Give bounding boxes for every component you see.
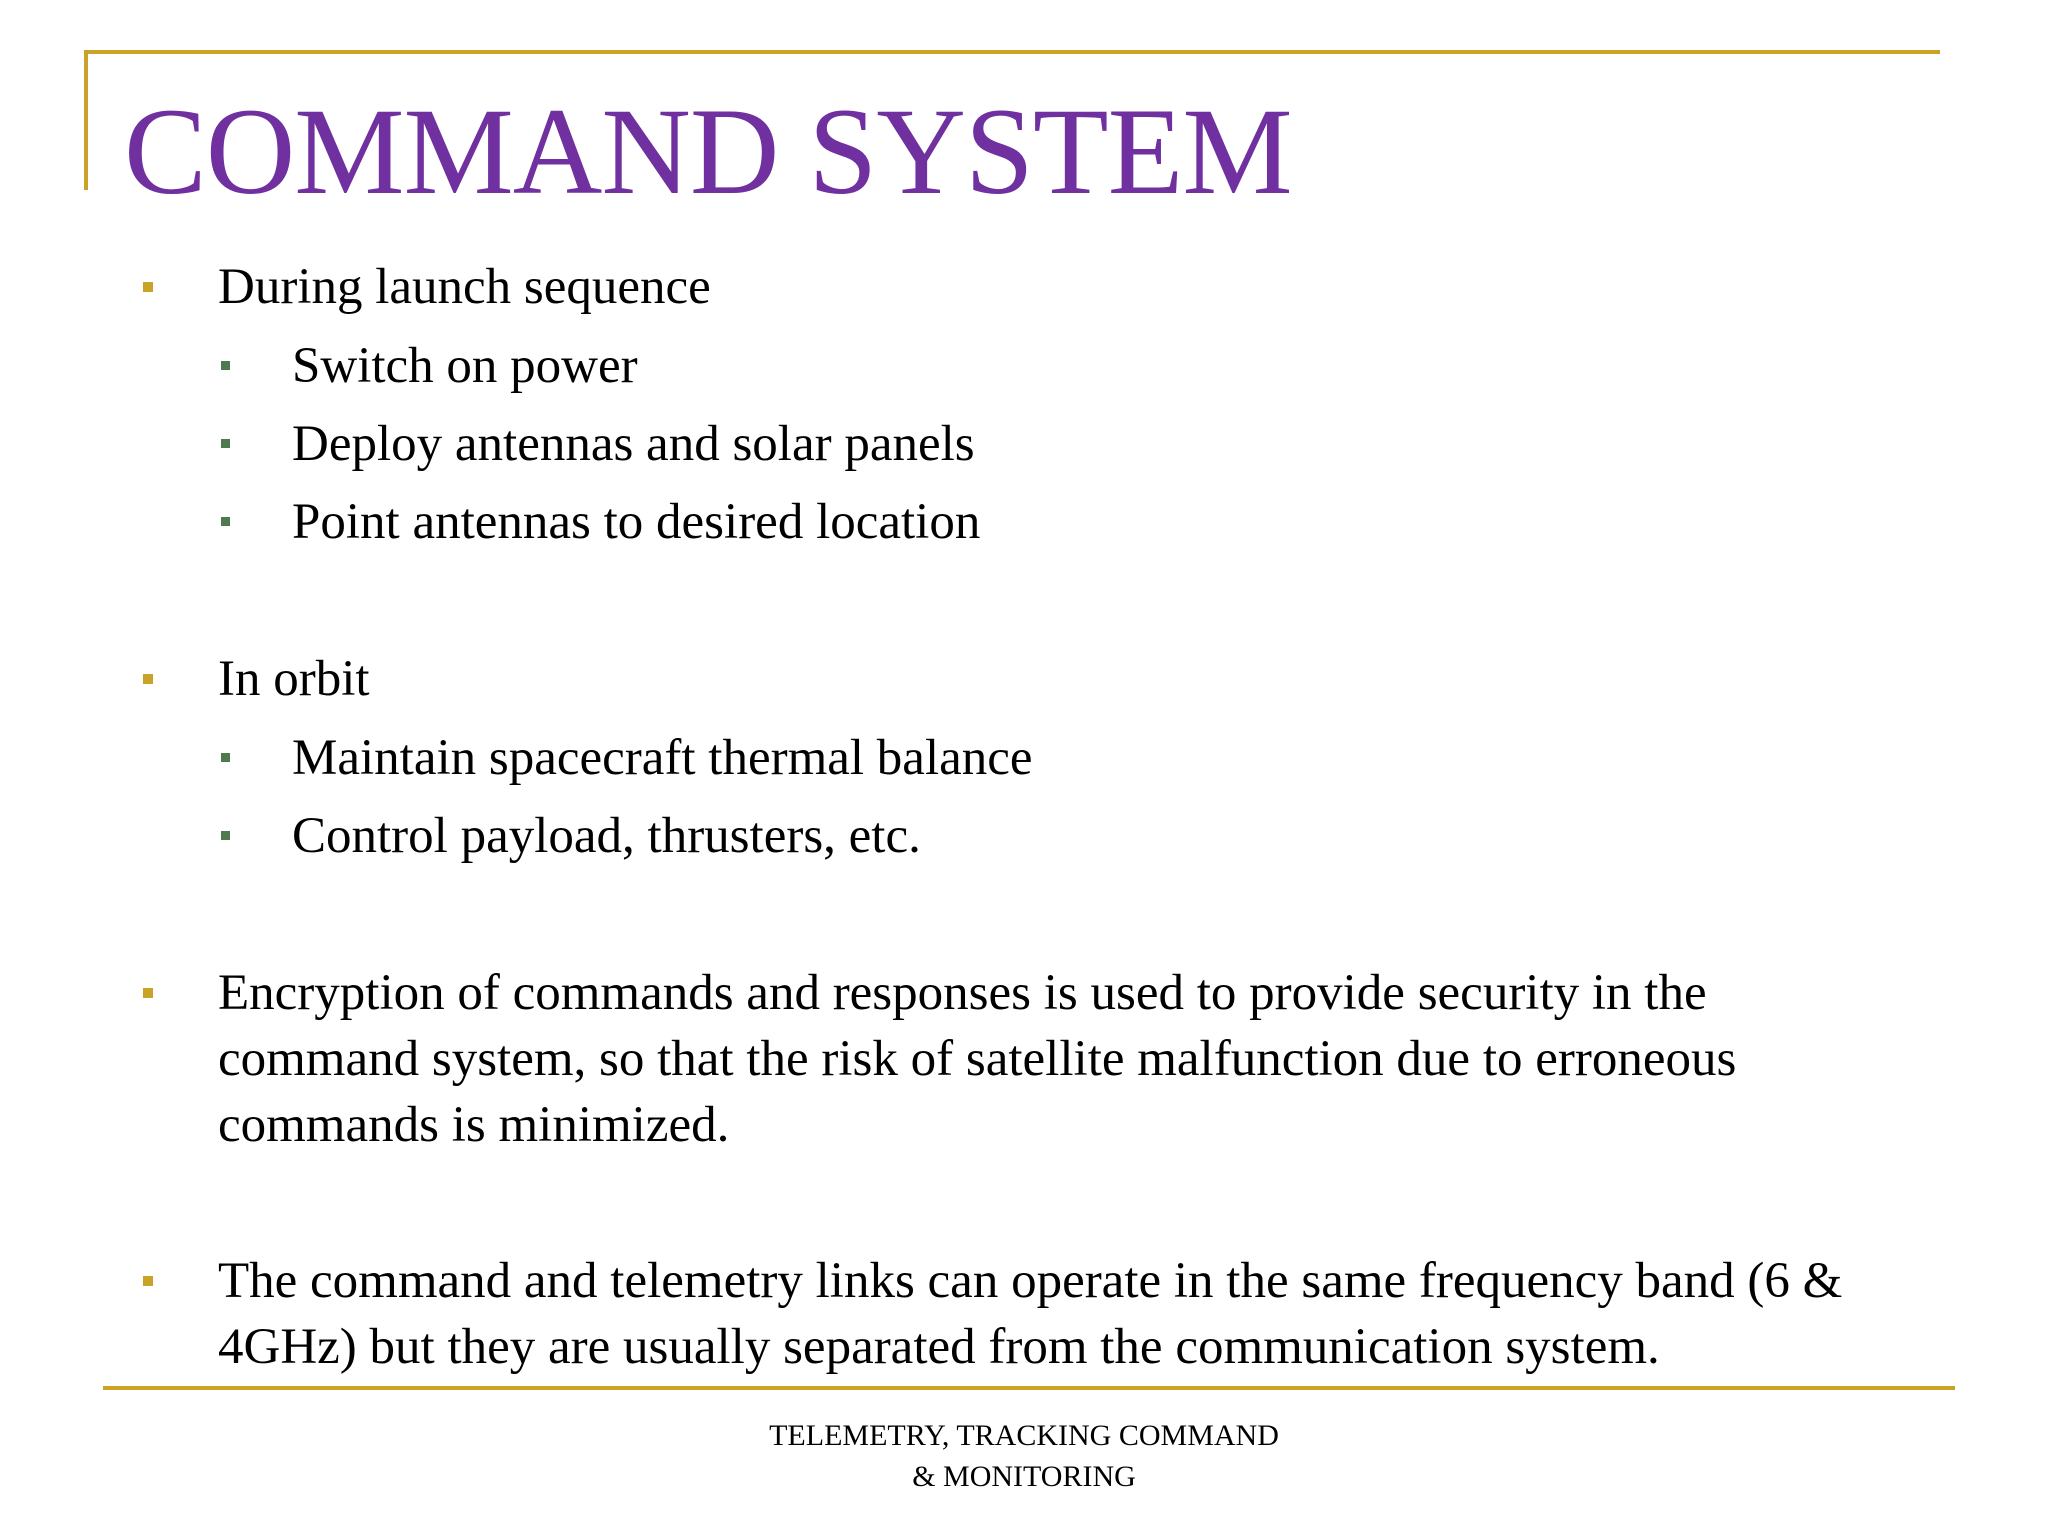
sub-bullet-item [292, 333, 638, 399]
sub-bullet-text: Switch on power [292, 338, 638, 394]
sub-bullet-marker [221, 753, 230, 762]
sub-bullet-marker [221, 831, 230, 840]
sub-bullet-text: Point antennas to desired location [292, 494, 981, 550]
sub-bullet-text: Control payload, thrusters, etc. [292, 808, 921, 864]
footer-divider [103, 1386, 1955, 1390]
sub-bullet-marker [221, 361, 230, 370]
sub-bullet-item [292, 489, 980, 555]
bullet-text: Encryption of commands and responses is used to provide security in the command system, so that the risk of satellite malfunction due to erroneous commands is minimized. [218, 965, 1737, 1153]
bullet-text: During launch sequence [218, 259, 711, 315]
bullet-marker [143, 674, 153, 684]
slide-title: COMMAND SYSTEM [124, 83, 1292, 220]
slide-footer [600, 1415, 1448, 1497]
bullet-text: In orbit [218, 651, 370, 707]
sub-bullet-text: Deploy antennas and solar panels [292, 416, 975, 472]
footer-line-2: & MONITORING [912, 1460, 1136, 1493]
bullet-marker [143, 988, 153, 998]
sub-bullet-item [292, 411, 975, 477]
frame-left-line [84, 50, 88, 190]
bullet-item [218, 960, 1878, 1158]
bullet-text: The command and telemetry links can operate in the same frequency band (6 & 4GHz) but they are usually separated from the communication system. [218, 1253, 1843, 1375]
sub-bullet-marker [221, 439, 230, 448]
bullet-marker [143, 282, 153, 292]
sub-bullet-marker [221, 517, 230, 526]
footer-line-1: TELEMETRY, TRACKING COMMAND [769, 1419, 1279, 1452]
frame-top-line [84, 50, 1940, 54]
bullet-item [218, 1248, 1918, 1380]
bullet-item [218, 254, 711, 320]
sub-bullet-text: Maintain spacecraft thermal balance [292, 730, 1033, 786]
sub-bullet-item [292, 725, 1033, 791]
bullet-marker [143, 1276, 153, 1286]
sub-bullet-item [292, 803, 921, 869]
bullet-item [218, 646, 370, 712]
